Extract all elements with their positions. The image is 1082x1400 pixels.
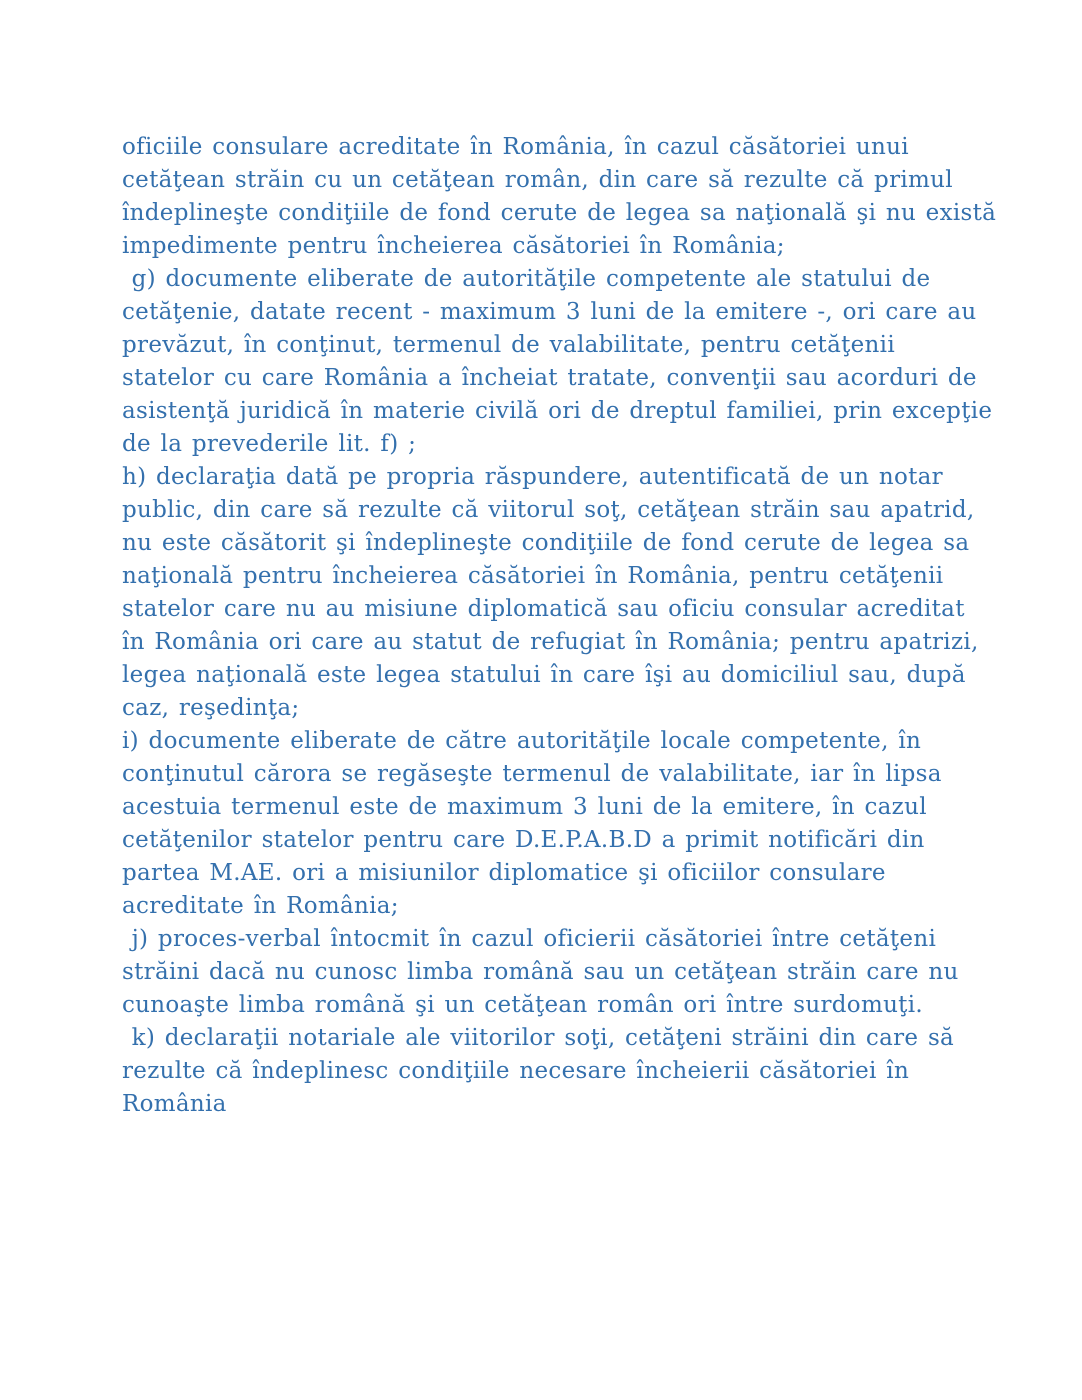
text-line: cetăţenie, datate recent - maximum 3 luni de la emitere -, ori care au: [122, 299, 977, 325]
text-line: acreditate în România;: [122, 893, 399, 919]
text-line: nu este căsătorit şi îndeplineşte condiţiile de fond cerute de legea sa: [122, 530, 970, 556]
text-line: h) declaraţia dată pe propria răspundere, autentificată de un notar: [122, 464, 943, 490]
document-text-block: [122, 131, 1062, 1121]
text-line: naţională pentru încheierea căsătoriei în România, pentru cetăţenii: [122, 563, 944, 589]
text-line: prevăzut, în conţinut, termenul de valabilitate, pentru cetăţenii: [122, 332, 895, 358]
text-line: cetăţean străin cu un cetăţean român, din care să rezulte că primul: [122, 167, 953, 193]
text-line: i) documente eliberate de către autorităţile locale competente, în: [122, 728, 922, 754]
text-line: rezulte că îndeplinesc condiţiile necesare încheierii căsătoriei în: [122, 1058, 910, 1084]
text-line: acestuia termenul este de maximum 3 luni de la emitere, în cazul: [122, 794, 927, 820]
text-line: cunoaşte limba română şi un cetăţean român ori între surdomuţi.: [122, 992, 923, 1018]
text-line: public, din care să rezulte că viitorul soţ, cetăţean străin sau apatrid,: [122, 497, 975, 523]
text-line: k) declaraţii notariale ale viitorilor soţi, cetăţeni străini din care să: [122, 1025, 955, 1051]
text-line: România: [122, 1091, 227, 1117]
text-line: j) proces-verbal întocmit în cazul oficierii căsătoriei între cetăţeni: [122, 926, 937, 952]
text-line: asistenţă juridică în materie civilă ori de dreptul familiei, prin excepţie: [122, 398, 993, 424]
text-line: conţinutul cărora se regăseşte termenul de valabilitate, iar în lipsa: [122, 761, 942, 787]
text-line: de la prevederile lit. f) ;: [122, 431, 417, 457]
text-line: caz, reşedinţa;: [122, 695, 300, 721]
text-line: străini dacă nu cunosc limba română sau un cetăţean străin care nu: [122, 959, 959, 985]
text-line: g) documente eliberate de autorităţile competente ale statului de: [122, 266, 931, 292]
text-line: oficiile consulare acreditate în România, în cazul căsătoriei unui: [122, 134, 909, 160]
text-line: impedimente pentru încheierea căsătoriei în România;: [122, 233, 785, 259]
text-line: în România ori care au statut de refugiat în România; pentru apatrizi,: [122, 629, 979, 655]
text-line: legea naţională este legea statului în care îşi au domiciliul sau, după: [122, 662, 966, 688]
text-line: statelor care nu au misiune diplomatică sau oficiu consular acreditat: [122, 596, 965, 622]
text-line: partea M.AE. ori a misiunilor diplomatice şi oficiilor consulare: [122, 860, 886, 886]
text-line: statelor cu care România a încheiat tratate, convenţii sau acorduri de: [122, 365, 977, 391]
text-line: îndeplineşte condiţiile de fond cerute de legea sa naţională şi nu există: [122, 200, 997, 226]
text-line: cetăţenilor statelor pentru care D.E.P.A.B.D a primit notificări din: [122, 827, 925, 853]
